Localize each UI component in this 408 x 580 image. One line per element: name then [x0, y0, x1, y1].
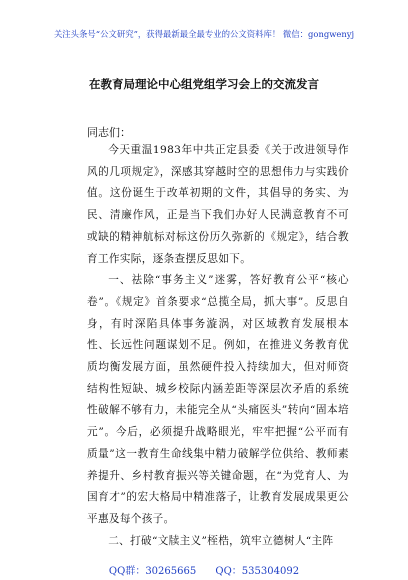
paragraph-section-1: 一、祛除“事务主义”迷雾，答好教育公平“核心卷”。《规定》首条要求“总揽全局，抓大事”。反思自身，有时深陷具体事务漩涡，对区域教育发展根本性、长远性问题谋划不足。例如，在推进义务教育优质均衡发展方面，虽然硬件投入持续加大，但对师资结构性短缺、城乡校际内涵差距等深层次矛盾的系统性破解不够有力，未能完全从“头痛医头”转向“固本培元”。今后，必须提升战略眼光，牢牢把握“公平而有质量”这一教育生命线集中精力破解学位供给、教师素养提升、乡村教育振兴等关键命题，在“为党育人、为国育才”的宏大格局中精准落子，让教育发展成果更公平惠及每个孩子。	[87, 274, 349, 525]
footer-contact	[0, 562, 408, 577]
footer-qq: QQ：535304092	[215, 566, 300, 577]
header-banner: 关注头条号“公文研究”，获得最新最全最专业的公文资料库！ 微信：gongwenyj	[53, 29, 355, 39]
paragraph-intro: 今天重温1983年中共正定县委《关于改进领导作风的几项规定》，深感其穿越时空的思想伟力与实践价值。这份诞生于改革初期的文件，其倡导的务实、为民、清廉作风，正是当下我们办好人民满意教育不可或缺的精神航标对标这份历久弥新的《规定》，结合教育工作实际，逐条查摆反思如下。	[87, 144, 349, 265]
paragraph-section-2: 二、打破“文牍主义”桎梏，筑牢立德树人“主阵	[108, 534, 334, 547]
document-title: 在教育局理论中心组党组学习会上的交流发言	[89, 77, 319, 91]
document-body	[87, 140, 349, 552]
footer-qq-group: QQ群：30265665	[108, 566, 197, 577]
greeting: 同志们：	[87, 126, 131, 139]
